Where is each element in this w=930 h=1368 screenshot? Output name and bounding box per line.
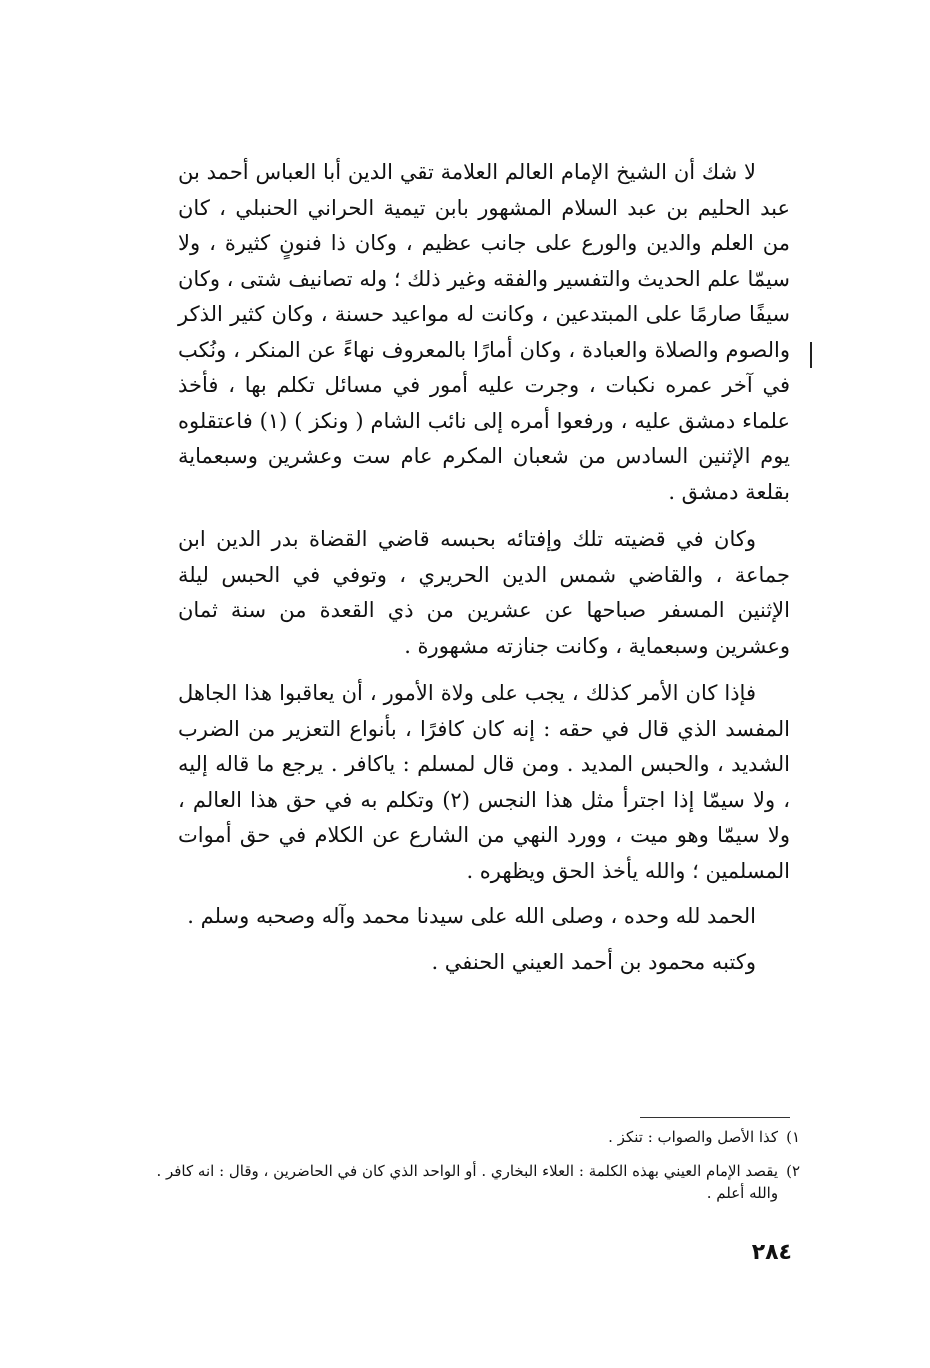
footnote-divider	[640, 1117, 790, 1118]
paragraph-ruling: فإذا كان الأمر كذلك ، يجب على ولاة الأمور ، أن يعاقبوا هذا الجاهل المفسد الذي قال في حقه : إنه كان كافرًا ، بأنواع التعزير من الضرب الشديد ، والحبس المديد . ومن قال لمسلم : ياكافر . يرجع ما قاله إليه ، ولا سيمّا إذا اجترأ مثل هذا النجس (٢) وتكلم به في حق هذا العالم ، ولا سيمّا وهو ميت ، وورد النهي من الشارع عن الكلام في حق أموات المسلمين ؛ والله يأخذ الحق ويظهره .	[178, 681, 790, 883]
footnote-item	[140, 1126, 800, 1148]
paragraph-death-account: وكان في قضيته تلك وإفتائه بحبسه قاضي القضاة بدر الدين ابن جماعة ، والقاضي شمس الدين الحريري ، وتوفي في الحبس ليلة الإثنين المسفر صباحها عن عشرين من ذي القعدة من سنة ثمان وعشرين وسبعماية ، وكانت جنازته مشهورة .	[178, 527, 790, 658]
footnotes	[140, 1126, 800, 1216]
footnote-text: يقصد الإمام العيني بهذه الكلمة : العلاء البخاري . أو الواحد الذي كان في الحاضرين ، وقال : انه كافر . والله أعلم .	[156, 1162, 779, 1202]
page-number: ٢٨٤	[751, 1240, 792, 1265]
footnote-item	[140, 1160, 800, 1204]
main-text	[178, 155, 790, 980]
footnote-text: كذا الأصل والصواب : تنكز .	[608, 1128, 779, 1146]
margin-mark	[810, 342, 812, 368]
footnote-number: ١)	[786, 1128, 800, 1146]
paragraph-praise: الحمد لله وحده ، وصلى الله على سيدنا محمد وآله وصحبه وسلم .	[187, 904, 756, 928]
footnote-number: ٢)	[786, 1162, 800, 1180]
paragraph-ibn-taymiyya-biography: لا شك أن الشيخ الإمام العالم العلامة تقي الدين أبا العباس أحمد بن عبد الحليم بن عبد السلام المشهور بابن تيمية الحراني الحنبلي ، كان من العلم والدين والورع على جانب عظيم ، وكان ذا فنونٍ كثيرة ، ولا سيمّا علم الحديث والتفسير والفقه وغير ذلك ؛ وله تصانيف شتى ، وكان سيفًا صارمًا على المبتدعين ، وكانت له مواعيد حسنة ، وكان كثير الذكر والصوم والصلاة والعبادة ، وكان أمارًا بالمعروف نهاءً عن المنكر ، ونُكب في آخر عمره نكبات ، وجرت عليه أمور في مسائل تكلم بها ، فأخذ علماء دمشق عليه ، ورفعوا أمره إلى نائب الشام ( ونكز ) (١) فاعتقلوه يوم الإثنين السادس من شعبان المكرم عام ست وعشرين وسبعماية بقلعة دمشق .	[178, 160, 790, 504]
paragraph-signature: وكتبه محمود بن أحمد العيني الحنفي .	[431, 949, 756, 974]
